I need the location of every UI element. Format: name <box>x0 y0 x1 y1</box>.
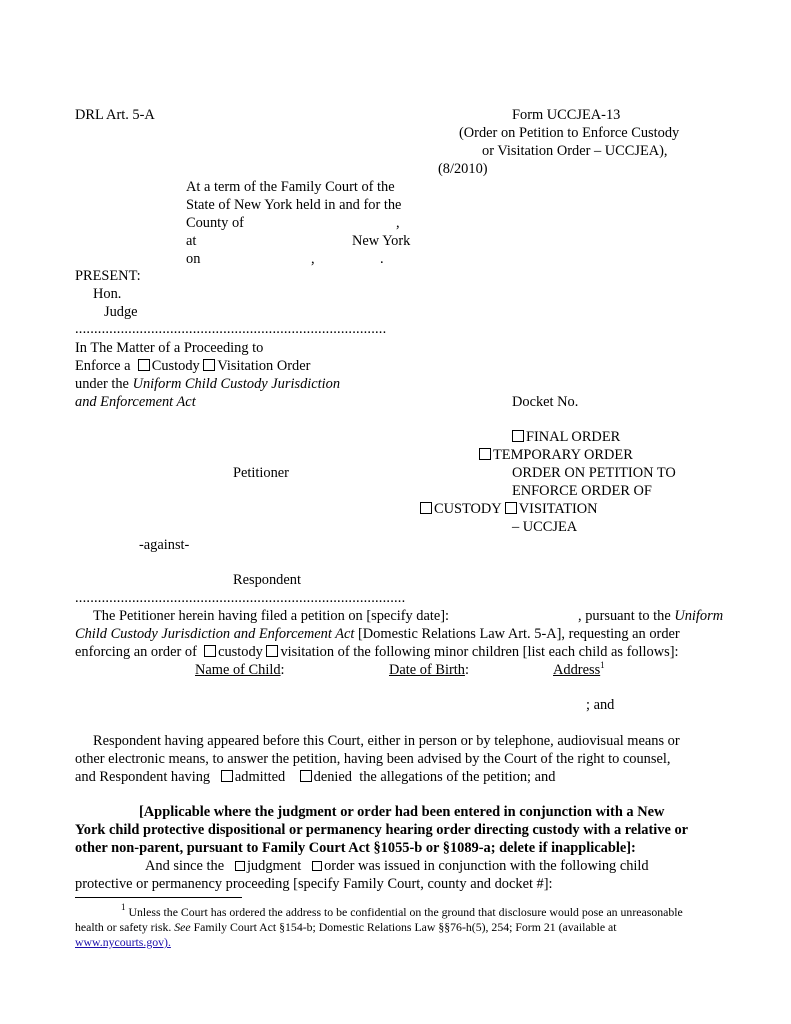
judgment-checkbox[interactable] <box>235 861 245 871</box>
act-name-part-2: and Enforcement Act <box>75 394 196 410</box>
order-type-options <box>420 500 598 518</box>
enforce-visitation-checkbox[interactable] <box>266 645 278 657</box>
under-the-text: under the <box>75 376 129 392</box>
docket-number-label: Docket No. <box>512 394 579 410</box>
footnote-text-1: Unless the Court has ordered the address to be confidential on the ground that disclosure would pose an unreasonable <box>128 905 683 919</box>
p3-line-2: protective or permanency proceeding [specify Family Court, county and docket #]: <box>75 876 553 892</box>
judgment-label: judgment <box>246 858 302 874</box>
on-label: on <box>186 251 201 267</box>
act-name-part-1: Uniform Child Custody Jurisdiction <box>132 376 341 392</box>
against-label: -against- <box>139 537 190 553</box>
denied-label: denied <box>313 769 352 785</box>
column-address: Address$^1$ <box>553 660 605 678</box>
temporary-order-option <box>479 446 633 464</box>
order-checkbox[interactable] <box>312 861 322 871</box>
temporary-order-label: TEMPORARY ORDER <box>493 447 633 463</box>
order-custody-label: CUSTODY <box>434 501 502 517</box>
p1-line-3-rest: visitation of the following minor children [list each child as follows]: <box>280 644 679 660</box>
matter-line-3 <box>75 375 340 393</box>
footnote-line-2 <box>75 920 617 936</box>
temporary-order-checkbox[interactable] <box>479 448 491 460</box>
enforce-a-text: Enforce a <box>75 358 131 374</box>
order-title-line-2: ENFORCE ORDER OF <box>512 483 652 499</box>
and-text: ; and <box>586 697 615 713</box>
nycourts-link[interactable]: www.nycourts.gov). <box>75 935 171 949</box>
order-title-line-3: – UCCJEA <box>512 519 578 535</box>
hon-label: Hon. <box>93 286 122 302</box>
final-order-option <box>512 428 620 446</box>
on-comma: , <box>311 251 315 267</box>
present-label: PRESENT: <box>75 268 141 284</box>
p1-line-2-rest: [Domestic Relations Law Art. 5-A], requesting an order <box>358 626 680 642</box>
enforce-custody-checkbox[interactable] <box>204 645 216 657</box>
admitted-label: admitted <box>234 769 286 785</box>
denied-checkbox[interactable] <box>300 770 312 782</box>
matter-line-1: In The Matter of a Proceeding to <box>75 340 264 356</box>
applicability-note-line-1: [Applicable where the judgment or order had been entered in conjunction with a New <box>139 804 665 820</box>
column-name-of-child: Name of Child: <box>195 662 285 678</box>
county-comma: , <box>396 215 400 231</box>
p2-line-3 <box>75 768 555 786</box>
column-date-of-birth: Date of Birth: <box>389 662 469 678</box>
act-name-italic: Child Custody Jurisdiction and Enforcement Act <box>75 626 355 642</box>
p2-line-1: Respondent having appeared before this Court, either in person or by telephone, audiovisual means or <box>93 733 680 749</box>
applicability-note-line-2: York child protective dispositional or permanency hearing order directing custody with a relative or <box>75 822 689 838</box>
caption-custody-label: Custody <box>151 358 200 374</box>
petitioner-label: Petitioner <box>233 465 289 481</box>
form-title-line-2: or Visitation Order – UCCJEA), <box>482 143 668 159</box>
footnote-see: See <box>174 920 191 934</box>
p2-line-3-rest: the allegations of the petition; and <box>359 769 556 785</box>
court-term-line-1: At a term of the Family Court of the <box>186 179 395 195</box>
p2-line-2: other electronic means, to answer the petition, having been advised by the Court of the right to counsel, <box>75 751 671 767</box>
admitted-checkbox[interactable] <box>221 770 233 782</box>
pursuant-to-the: , pursuant to the <box>578 608 671 624</box>
caption-separator-top: .................................................................................. <box>75 321 387 337</box>
p1-line-3 <box>75 643 679 661</box>
final-order-label: FINAL ORDER <box>526 429 621 445</box>
footnote-reference[interactable]: 1 <box>600 660 605 670</box>
order-title-line-1: ORDER ON PETITION TO <box>512 465 676 481</box>
footnote-text-2a: health or safety risk. <box>75 920 172 934</box>
caption-custody-checkbox[interactable] <box>138 359 150 371</box>
order-visitation-checkbox[interactable] <box>505 502 517 514</box>
final-order-checkbox[interactable] <box>512 430 524 442</box>
on-period: . <box>380 251 384 267</box>
p3-line-1 <box>145 857 649 875</box>
uniform-italic: Uniform <box>674 608 724 624</box>
caption-separator-bottom: ....................................................................................... <box>75 590 406 606</box>
respondent-label: Respondent <box>233 572 301 588</box>
caption-visitation-label: Visitation Order <box>217 358 311 374</box>
order-custody-checkbox[interactable] <box>420 502 432 514</box>
form-title-line-1: (Order on Petition to Enforce Custody <box>459 125 680 141</box>
order-visitation-label: VISITATION <box>518 501 598 517</box>
enforcing-order-text: enforcing an order of <box>75 644 197 660</box>
respondent-having-text: and Respondent having <box>75 769 211 785</box>
form-revision: (8/2010) <box>438 161 488 177</box>
state-name: New York <box>352 233 411 249</box>
petition-date-text: The Petitioner herein having filed a petition on [specify date]: <box>93 608 450 624</box>
footnote-line-1 <box>121 902 683 921</box>
footnote-text-2b: Family Court Act §154-b; Domestic Relations Law §§76-h(5), 254; Form 21 (available at <box>193 920 617 934</box>
at-label: at <box>186 233 197 249</box>
pursuant-text <box>578 607 723 625</box>
footnote-rule <box>75 897 242 898</box>
county-label: County of <box>186 215 244 231</box>
judge-label: Judge <box>104 304 138 320</box>
caption-visitation-checkbox[interactable] <box>203 359 215 371</box>
matter-line-2 <box>75 357 310 375</box>
statute-reference: DRL Art. 5-A <box>75 107 155 123</box>
form-id: Form UCCJEA-13 <box>512 107 621 123</box>
p3-line-1-rest: order was issued in conjunction with the following child <box>324 858 649 874</box>
footnote-number: 1 <box>121 902 126 912</box>
and-since-text: And since the <box>145 858 225 874</box>
applicability-note-line-3: other non-parent, pursuant to Family Court Act §1055-b or §1089-a; delete if inapplicable]: <box>75 840 636 856</box>
court-term-line-2: State of New York held in and for the <box>186 197 402 213</box>
enforce-custody-label: custody <box>218 644 263 660</box>
p1-line-2 <box>75 625 680 643</box>
